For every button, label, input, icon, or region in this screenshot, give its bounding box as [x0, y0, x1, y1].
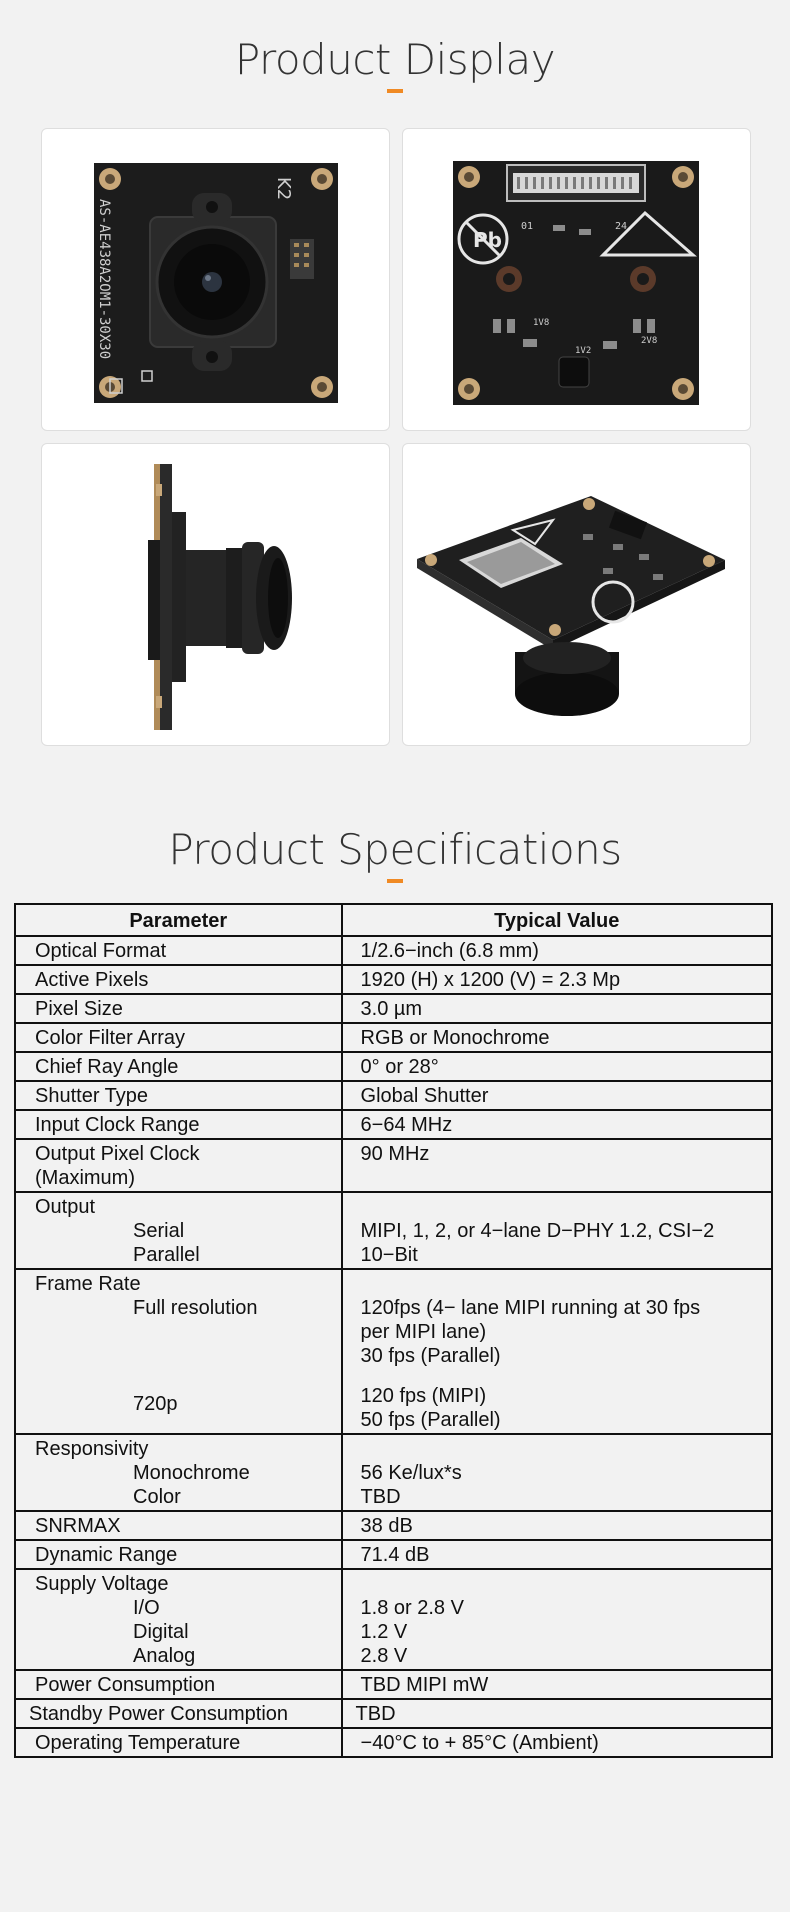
camera-front-image: [42, 129, 389, 430]
table-row: [15, 1052, 772, 1081]
param-label: SNRMAX: [15, 1511, 342, 1540]
table-row: [15, 1081, 772, 1110]
header-parameter: Parameter: [15, 904, 342, 936]
table-row: [15, 936, 772, 965]
param-value: 1/2.6−inch (6.8 mm): [342, 936, 772, 965]
connector-label-24: 24: [615, 221, 628, 232]
sub-label: Parallel: [133, 1244, 200, 1266]
k2-text: K2: [273, 177, 294, 201]
sub-value: per MIPI lane): [360, 1321, 487, 1343]
header-typical-value: Typical Value: [342, 904, 772, 936]
param-value: −40°C to + 85°C (Ambient): [342, 1728, 772, 1757]
table-row: [15, 1511, 772, 1540]
param-value: [342, 1434, 772, 1511]
param-value: TBD: [342, 1699, 772, 1728]
param-label: [15, 1192, 342, 1269]
specs-title-accent: [387, 879, 403, 883]
sub-label: 720p: [133, 1393, 178, 1415]
table-row: [15, 1569, 772, 1670]
display-title-accent: [387, 89, 403, 93]
param-value: 71.4 dB: [342, 1540, 772, 1569]
param-value: [342, 1569, 772, 1670]
param-value: RGB or Monochrome: [342, 1023, 772, 1052]
param-value: 6−64 MHz: [342, 1110, 772, 1139]
sub-label: Monochrome: [133, 1462, 250, 1484]
sub-value: 56 Ke/lux*s: [360, 1462, 462, 1484]
table-header-row: [15, 904, 772, 936]
param-value: TBD MIPI mW: [342, 1670, 772, 1699]
sub-value: MIPI, 1, 2, or 4−lane D−PHY 1.2, CSI−2: [360, 1220, 715, 1242]
param-value: 0° or 28°: [342, 1052, 772, 1081]
param-label: Active Pixels: [15, 965, 342, 994]
sub-value: 120fps (4− lane MIPI running at 30 fps: [360, 1297, 701, 1319]
product-image-side[interactable]: [41, 443, 390, 746]
table-row: [15, 965, 772, 994]
sub-label: Analog: [133, 1645, 196, 1667]
sub-value: 50 fps (Parallel): [360, 1409, 501, 1431]
table-row: [15, 1192, 772, 1269]
sub-value: 1.2 V: [360, 1621, 408, 1643]
sub-value: 10−Bit: [360, 1244, 418, 1266]
voltage-label-1v8: 1V8: [533, 318, 550, 328]
param-label: Pixel Size: [15, 994, 342, 1023]
camera-angle-image: [403, 444, 750, 745]
table-row: [15, 1670, 772, 1699]
sub-label: I/O: [133, 1597, 160, 1619]
param-label: Shutter Type: [15, 1081, 342, 1110]
module-part-text: AS-AE438A2OM1-30X30: [96, 199, 112, 360]
param-label: Standby Power Consumption: [15, 1699, 342, 1728]
sub-value: TBD: [360, 1486, 401, 1508]
param-value: 3.0 µm: [342, 994, 772, 1023]
table-row: [15, 1023, 772, 1052]
sub-value: 120 fps (MIPI): [360, 1385, 487, 1407]
param-label: Operating Temperature: [15, 1728, 342, 1757]
param-label-line: (Maximum): [35, 1167, 135, 1189]
table-row: [15, 1434, 772, 1511]
camera-side-image: [42, 444, 389, 745]
param-value: 90 MHz: [342, 1139, 772, 1192]
param-label-line: Output Pixel Clock: [35, 1143, 200, 1165]
param-value: 1920 (H) x 1200 (V) = 2.3 Mp: [342, 965, 772, 994]
param-value: [342, 1192, 772, 1269]
sub-label: Full resolution: [133, 1297, 258, 1319]
group-label: Supply Voltage: [35, 1573, 169, 1595]
voltage-label-1v2: 1V2: [575, 346, 592, 356]
table-row: [15, 1540, 772, 1569]
connector-label-01: 01: [521, 221, 534, 232]
param-value: Global Shutter: [342, 1081, 772, 1110]
sub-label: Digital: [133, 1621, 189, 1643]
specs-table: [14, 903, 773, 1758]
group-label: Output: [35, 1196, 96, 1218]
table-row: [15, 1699, 772, 1728]
sub-value: 30 fps (Parallel): [360, 1345, 501, 1367]
product-image-angled[interactable]: [402, 443, 751, 746]
table-row: [15, 1110, 772, 1139]
pb-label: Pb: [473, 228, 502, 252]
param-label: [15, 1269, 342, 1434]
group-label: Frame Rate: [35, 1273, 141, 1295]
param-label: [15, 1569, 342, 1670]
table-row: [15, 1728, 772, 1757]
display-title: Product Display: [234, 35, 556, 84]
voltage-label-2v8: 2V8: [641, 336, 658, 346]
camera-back-image: [403, 129, 750, 430]
param-label: Dynamic Range: [15, 1540, 342, 1569]
table-row: [15, 1139, 772, 1192]
product-image-back[interactable]: [402, 128, 751, 431]
param-label: Color Filter Array: [15, 1023, 342, 1052]
sub-value: 1.8 or 2.8 V: [360, 1597, 464, 1619]
param-label: Power Consumption: [15, 1670, 342, 1699]
param-label: Input Clock Range: [15, 1110, 342, 1139]
product-image-front[interactable]: [41, 128, 390, 431]
table-row: [15, 1269, 772, 1434]
param-value: [342, 1269, 772, 1434]
sub-value: 2.8 V: [360, 1645, 408, 1667]
param-value: 38 dB: [342, 1511, 772, 1540]
param-label: Optical Format: [15, 936, 342, 965]
group-label: Responsivity: [35, 1438, 149, 1460]
sub-label: Color: [133, 1486, 181, 1508]
param-label: [15, 1139, 342, 1192]
param-label: [15, 1434, 342, 1511]
table-row: [15, 994, 772, 1023]
sub-label: Serial: [133, 1220, 185, 1242]
param-label: Chief Ray Angle: [15, 1052, 342, 1081]
specs-title: Product Specifications: [168, 825, 622, 874]
